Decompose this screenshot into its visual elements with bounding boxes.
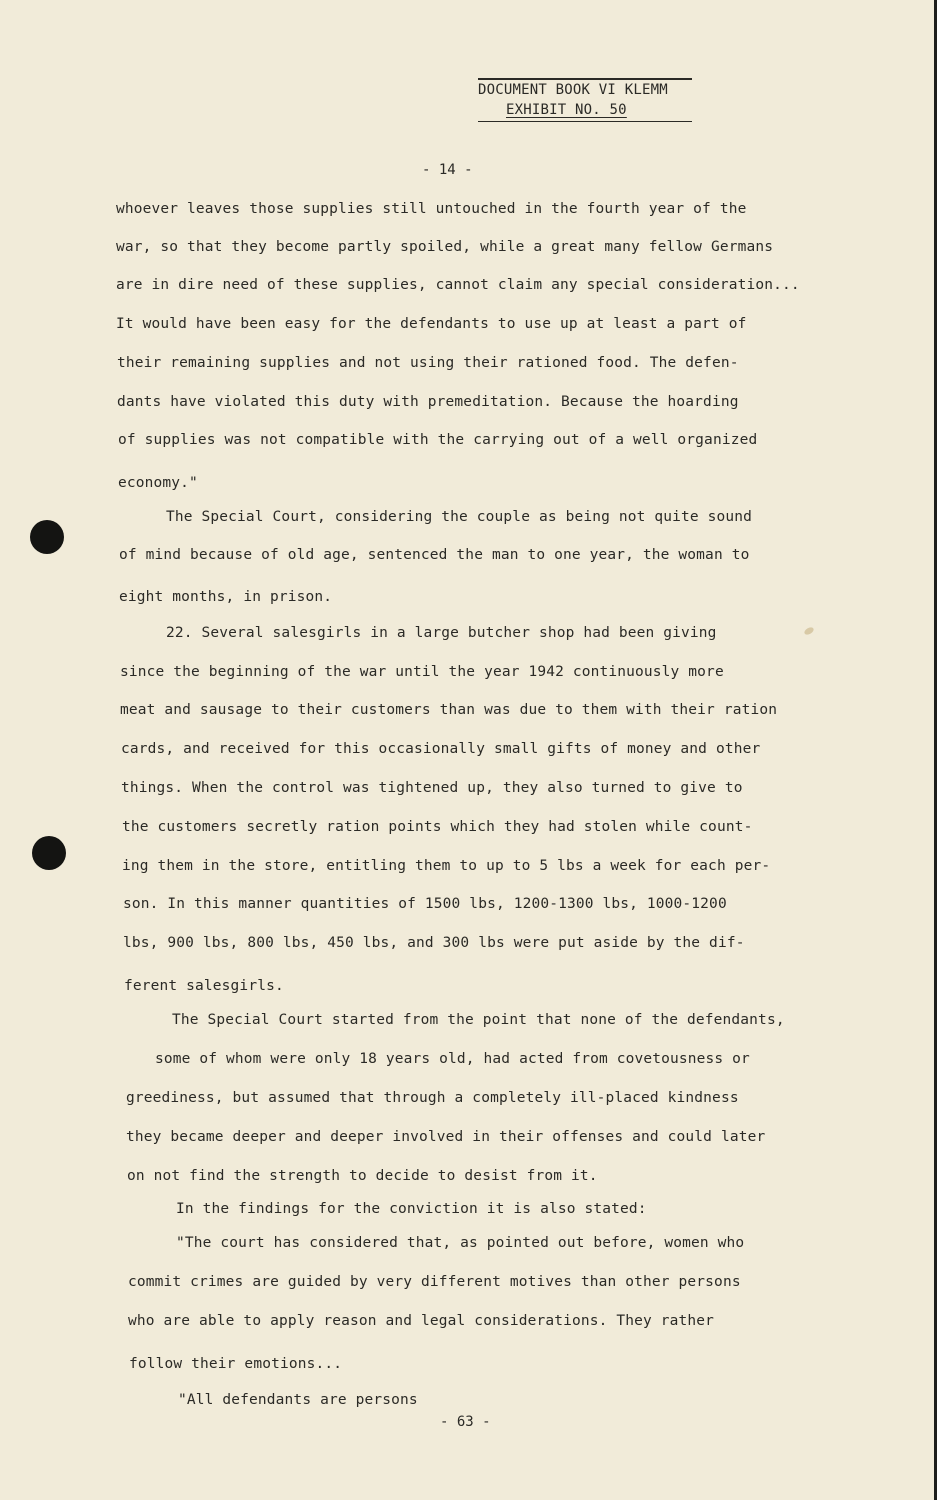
body-line: dants have violated this duty with premeditation. Because the hoarding — [117, 394, 739, 410]
body-line: follow their emotions... — [129, 1356, 343, 1372]
page-number-bottom: - 63 - — [440, 1414, 491, 1430]
document-header — [478, 78, 692, 122]
header-bottom-rule — [478, 121, 692, 122]
body-line: some of whom were only 18 years old, had acted from covetousness or — [155, 1051, 750, 1067]
body-line: whoever leaves those supplies still untouched in the fourth year of the — [116, 201, 747, 217]
header-exhibit-number: EXHIBIT NO. 50 — [506, 102, 627, 118]
body-line: In the findings for the conviction it is also stated: — [176, 1201, 647, 1217]
body-line: ferent salesgirls. — [124, 978, 284, 994]
body-line: son. In this manner quantities of 1500 lbs, 1200-1300 lbs, 1000-1200 — [123, 896, 727, 912]
header-book-title: DOCUMENT BOOK VI KLEMM — [478, 82, 668, 98]
body-line: ing them in the store, entitling them to up to 5 lbs a week for each per- — [122, 858, 771, 874]
body-line: It would have been easy for the defendants to use up at least a part of — [116, 316, 747, 332]
punch-hole-upper — [30, 520, 64, 554]
body-line: The Special Court started from the point that none of the defendants, — [172, 1012, 785, 1028]
body-line: their remaining supplies and not using their rationed food. The defen- — [117, 355, 739, 371]
body-line: The Special Court, considering the couple as being not quite sound — [166, 509, 753, 525]
body-line: greediness, but assumed that through a completely ill-placed kindness — [126, 1090, 739, 1106]
body-line: eight months, in prison. — [119, 589, 333, 605]
body-line: things. When the control was tightened up, they also turned to give to — [121, 780, 743, 796]
body-line: who are able to apply reason and legal considerations. They rather — [128, 1313, 715, 1329]
paper-smudge — [803, 626, 815, 636]
body-line: economy." — [118, 475, 198, 491]
body-line: meat and sausage to their customers than was due to them with their ration — [120, 702, 778, 718]
body-line: on not find the strength to decide to desist from it. — [127, 1168, 598, 1184]
body-line: cards, and received for this occasionally small gifts of money and other — [121, 741, 761, 757]
body-line: "The court has considered that, as pointed out before, women who — [176, 1235, 745, 1251]
body-line: are in dire need of these supplies, cannot claim any special consideration... — [116, 277, 800, 293]
body-line: commit crimes are guided by very different motives than other persons — [128, 1274, 741, 1290]
body-line: of supplies was not compatible with the carrying out of a well organized — [118, 432, 758, 448]
body-line: they became deeper and deeper involved in their offenses and could later — [126, 1129, 766, 1145]
page-number-top: - 14 - — [422, 162, 473, 178]
body-line: the customers secretly ration points which they had stolen while count- — [122, 819, 753, 835]
body-line: war, so that they become partly spoiled, while a great many fellow Germans — [116, 239, 774, 255]
punch-hole-lower — [32, 836, 66, 870]
body-line: 22. Several salesgirls in a large butcher shop had been giving — [166, 625, 717, 641]
body-line: "All defendants are persons — [178, 1392, 418, 1408]
body-line: of mind because of old age, sentenced the man to one year, the woman to — [119, 547, 750, 563]
body-line: since the beginning of the war until the year 1942 continuously more — [120, 664, 724, 680]
body-line: lbs, 900 lbs, 800 lbs, 450 lbs, and 300 lbs were put aside by the dif- — [123, 935, 745, 951]
